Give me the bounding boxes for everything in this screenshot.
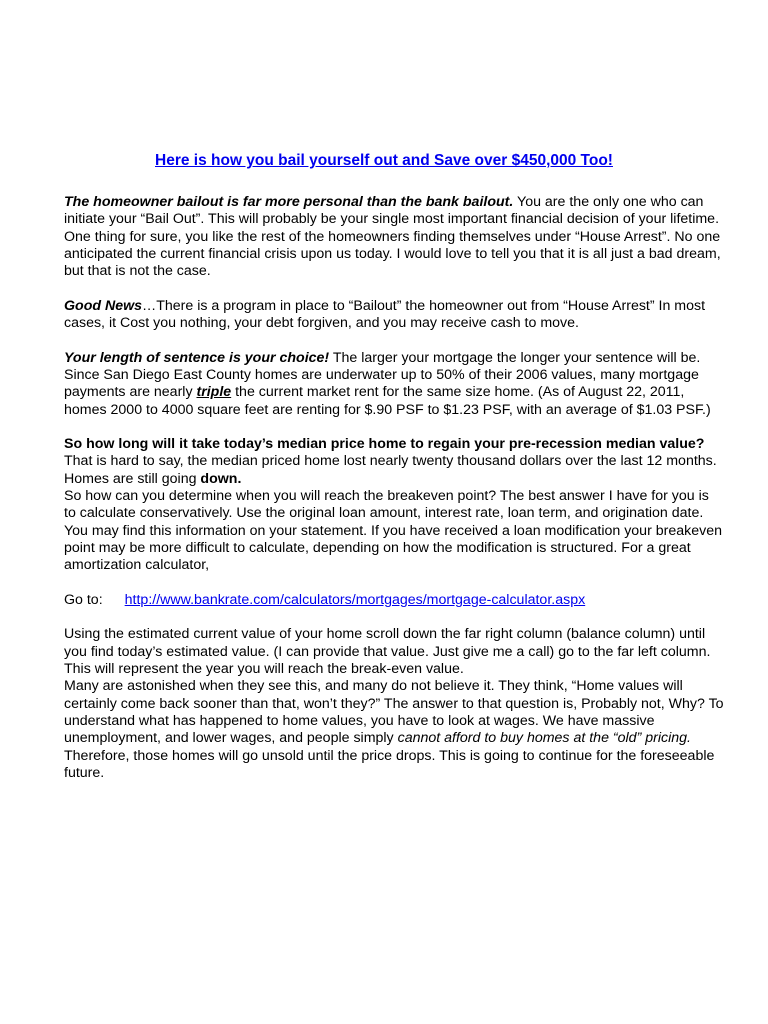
text-sentence-part1: The larger your mortgage the longer your sentence will be. Since San Diego East County homes are underwater up to 50% of their 2006 values, many mortgage payments are nearly — [64, 349, 701, 401]
text-breakeven: So how can you determine when you will reach the breakeven point? The best answer I have for you is to calculate conservatively. Use the original loan amount, interest rate, loan term, and origination date. You may find this information on your statement. If you have received a loan modification your breakeven point may be more difficult to calculate, depending on how the modification is structured. For a great amortization calculator, — [64, 488, 722, 574]
text-estimated-value: Using the estimated current value of your home scroll down the far right column (balance column) until you find today’s estimated value. (I can provide that value. Just give me a call) go to the far left column. This will represent the year you will reach the break-even value. — [64, 626, 711, 678]
calculator-link[interactable]: http://www.bankrate.com/calculators/mortgages/mortgage-calculator.aspx — [124, 591, 586, 608]
emphasis-triple: triple — [196, 384, 232, 401]
text-astonished-part2: Therefore, those homes will go unsold until the price drops. This is going to continue for the foreseeable future. — [64, 747, 715, 781]
text-median-part1: That is hard to say, the median priced home lost nearly twenty thousand dollars over the last 12 months. Homes are still going — [64, 453, 717, 487]
text-astonished-part1: Many are astonished when they see this, and many do not believe it. They think, “Home values will certainly come back sooner than that, won’t they?” The answer to that question is, Probably not, Why? To understand what has happened to home values, you have to look at wages. We have massive unemployment, and lower wages, and people simply — [64, 678, 724, 747]
goto-label: Go to: — [64, 591, 103, 608]
paragraph-homeowner-bailout — [64, 194, 724, 280]
text-bailout-rest: You are the only one who can initiate your “Bail Out”. This will probably be your single most important financial decision of your lifetime. — [64, 194, 720, 228]
lead-homeowner-bailout: The homeowner bailout is far more personal than the bank bailout. — [64, 194, 514, 210]
lead-length-of-sentence: Your length of sentence is your choice! — [64, 349, 330, 366]
document-body — [64, 194, 724, 799]
document-title: Here is how you bail yourself out and Save over $450,000 Too! — [155, 152, 613, 169]
text-sentence-part2: the current market rent for the same size home. (As of August 22, 2011, homes 2000 to 4000 square feet are renting for $.90 PSF to $1.23 PSF, with an average of $1.03 PSF.) — [64, 384, 711, 418]
emphasis-down: down. — [200, 470, 242, 487]
lead-good-news: Good News — [64, 297, 143, 314]
text-house-arrest: One thing for sure, you like the rest of the homeowners finding themselves under “House Arrest”. No one anticipated the current financial crisis upon us today. I would love to tell you that it is all just a bad dream, but that is not the case. — [64, 228, 721, 280]
paragraph-go-to — [64, 592, 724, 609]
paragraph-length-of-sentence — [64, 350, 724, 419]
paragraph-estimated-value — [64, 626, 724, 782]
lead-median-value: So how long will it take today’s median price home to regain your pre-recession median value? — [64, 436, 705, 453]
paragraph-good-news — [64, 298, 724, 333]
emphasis-cannot-afford: cannot afford to buy homes at the “old” pricing. — [397, 730, 691, 747]
text-good-news-rest: …There is a program in place to “Bailout” the homeowner out from “House Arrest” In most cases, it Cost you nothing, your debt forgiven, and you may receive cash to move. — [64, 297, 706, 332]
paragraph-median-value — [64, 436, 724, 574]
